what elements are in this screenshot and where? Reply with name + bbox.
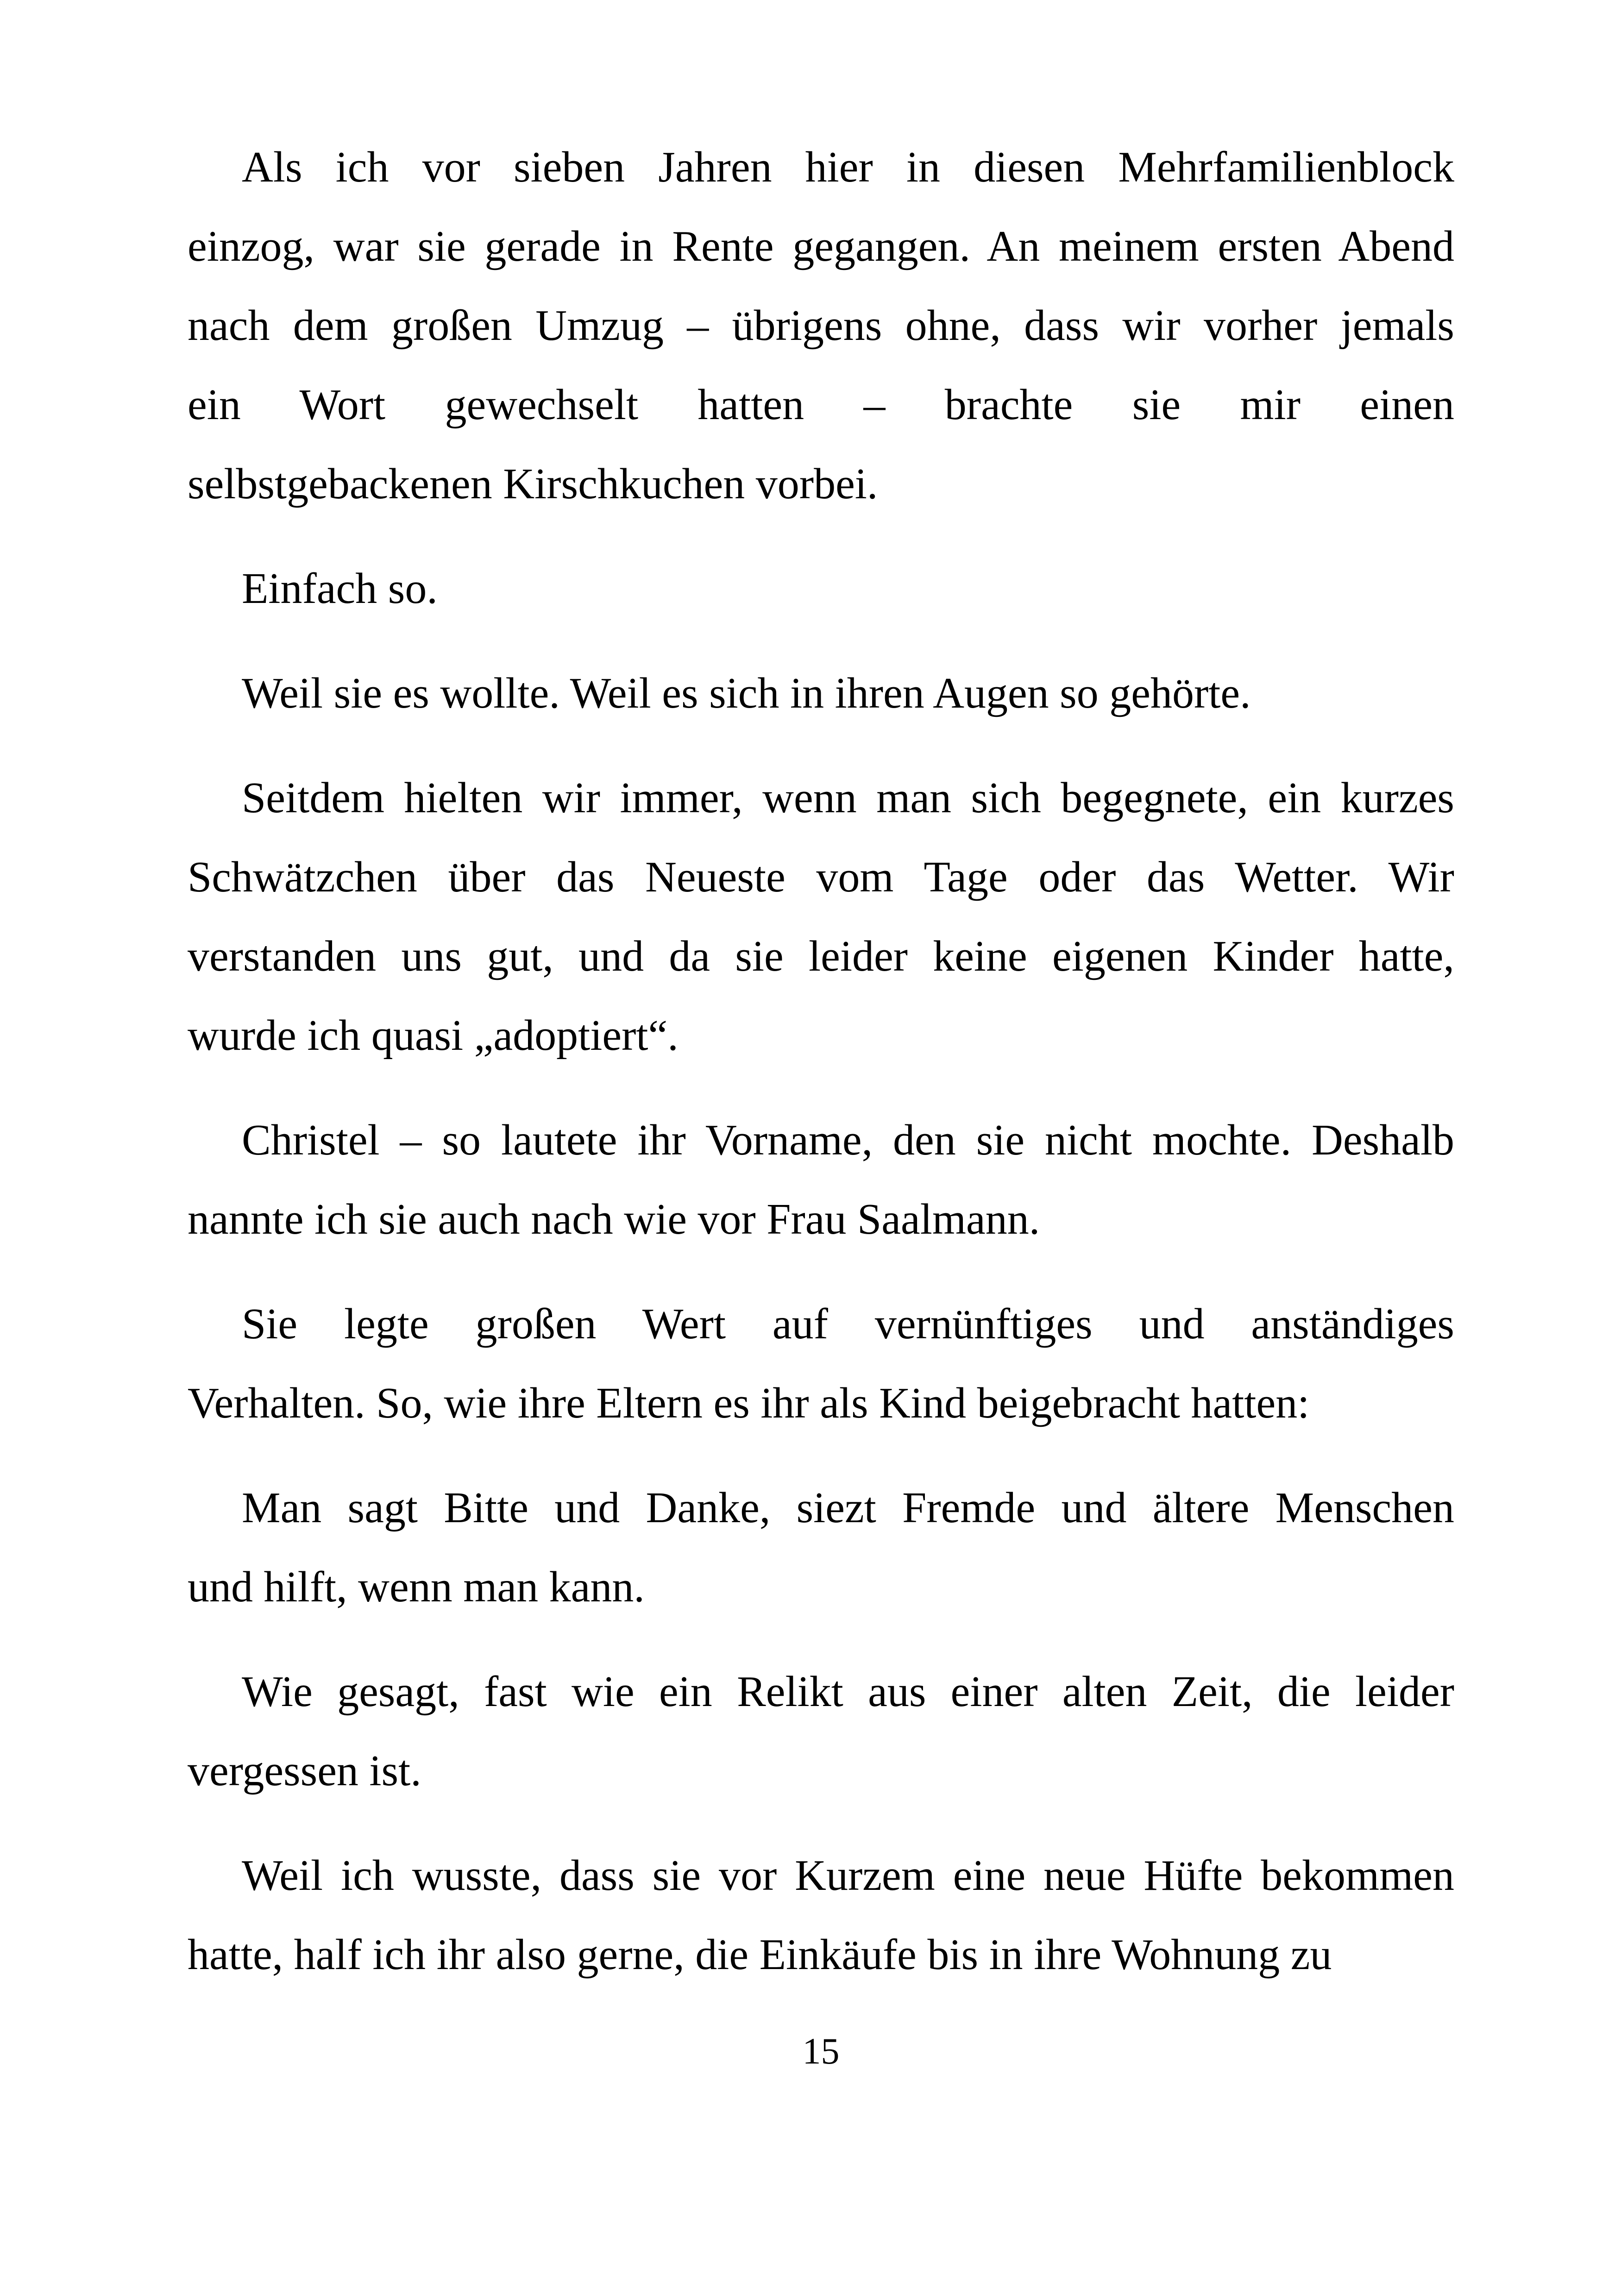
text-line: und hilft, wenn man kann.	[188, 1563, 645, 1611]
text-line: wurde ich quasi „adoptiert“.	[188, 1011, 679, 1060]
paragraph	[188, 1836, 1454, 1995]
text-line: Einfach so.	[242, 565, 438, 613]
text-line: einzog, war sie gerade in Rente gegangen. An meinem ersten Abend	[188, 222, 1454, 270]
text-line: vergessen ist.	[188, 1747, 421, 1795]
text-line: Sie legte großen Wert auf vernünftiges und anständiges	[242, 1300, 1454, 1348]
paragraph	[188, 549, 1454, 628]
page-number: 15	[802, 2031, 840, 2072]
paragraph	[188, 128, 1454, 524]
text-line: Als ich vor sieben Jahren hier in diesen Mehrfamilienblock	[242, 143, 1454, 191]
text-line: Man sagt Bitte und Danke, siezt Fremde und ältere Menschen	[242, 1484, 1454, 1532]
text-line: Weil sie es wollte. Weil es sich in ihren Augen so gehörte.	[242, 669, 1251, 717]
paragraph	[188, 1468, 1454, 1627]
body-text	[188, 128, 1454, 2020]
text-line: hatte, half ich ihr also gerne, die Einkäufe bis in ihre Wohnung zu	[188, 1931, 1332, 1979]
text-line: Wie gesagt, fast wie ein Relikt aus einer alten Zeit, die leider	[242, 1668, 1454, 1716]
text-line: selbstgebackenen Kirschkuchen vorbei.	[188, 460, 878, 508]
paragraph	[188, 654, 1454, 733]
text-line: Verhalten. So, wie ihre Eltern es ihr als Kind beigebracht hatten:	[188, 1379, 1310, 1427]
paragraph	[188, 759, 1454, 1075]
text-line: Seitdem hielten wir immer, wenn man sich begegnete, ein kurzes	[242, 774, 1454, 822]
text-line: nach dem großen Umzug – übrigens ohne, dass wir vorher jemals	[188, 301, 1454, 350]
paragraph	[188, 1285, 1454, 1443]
text-line: ein Wort gewechselt hatten – brachte sie mir einen	[188, 381, 1454, 429]
text-line: verstanden uns gut, und da sie leider keine eigenen Kinder hatte,	[188, 932, 1454, 980]
text-line: Schwätzchen über das Neueste vom Tage oder das Wetter. Wir	[188, 853, 1454, 901]
paragraph	[188, 1652, 1454, 1811]
text-line: Christel – so lautete ihr Vorname, den sie nicht mochte. Deshalb	[242, 1116, 1454, 1164]
text-line: nannte ich sie auch nach wie vor Frau Saalmann.	[188, 1195, 1040, 1243]
paragraph	[188, 1101, 1454, 1259]
text-line: Weil ich wusste, dass sie vor Kurzem eine neue Hüfte bekommen	[242, 1851, 1454, 1900]
